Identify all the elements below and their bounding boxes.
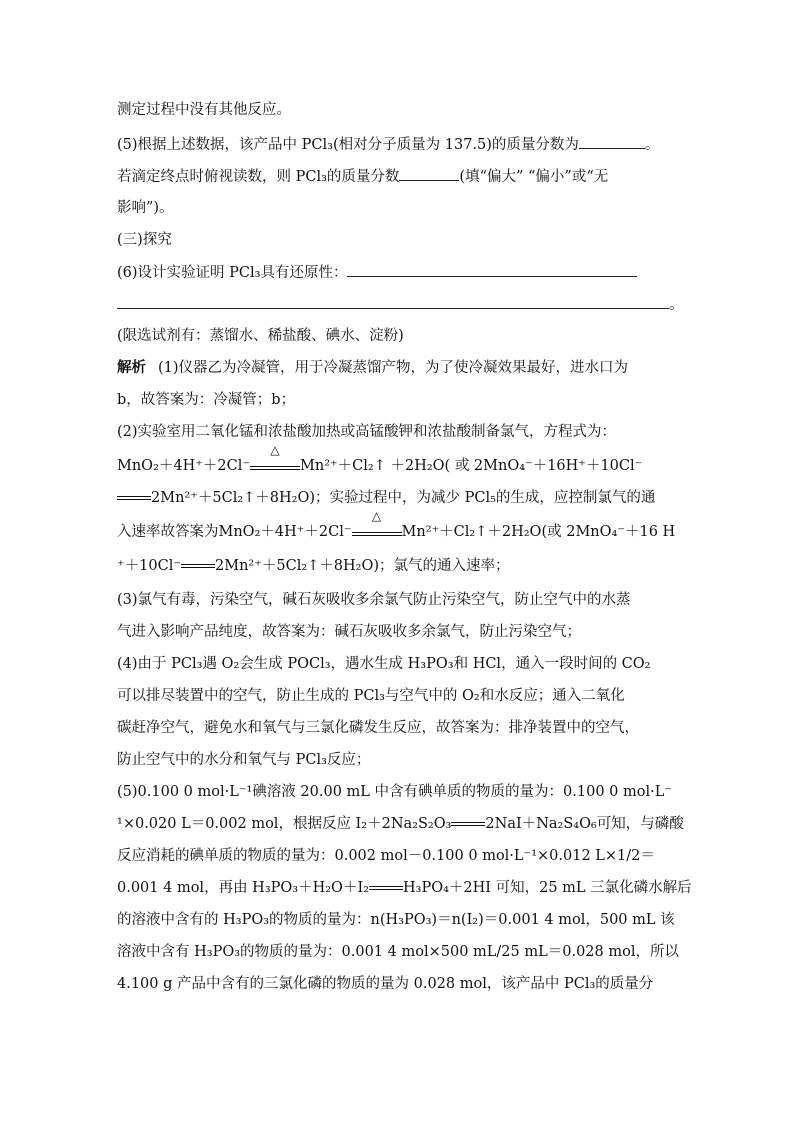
analysis-start: 解析 (1)仪器乙为冷凝管，用于冷凝蒸馏产物，为了使冷凝效果最好，进水口为 <box>117 359 629 376</box>
text-line: (5)0.100 0 mol·L⁻¹碘溶液 20.00 mL 中含有碘单质的物质的量为：0.100 0 mol·L⁻ <box>117 784 672 800</box>
text-line: 防止空气中的水分和氧气与 PCl₃反应； <box>117 752 371 768</box>
text-line: (4)由于 PCl₃遇 O₂会生成 POCl₃，遇水生成 H₃PO₃和 HCl，通入一段时间的 CO₂ <box>117 656 651 672</box>
heat-arrow <box>352 509 402 536</box>
answer-blank-experiment-cont[interactable] <box>117 294 669 309</box>
question-6: (6)设计实验证明 PCl₃具有还原性： <box>117 262 637 283</box>
text-line: 碳赶净空气，避免水和氧气与三氯化磷发生反应，故答案为：排净装置中的空气， <box>117 720 639 736</box>
heat-arrow <box>250 443 300 470</box>
heat-symbol: △ <box>371 509 382 523</box>
reagent-note: (限选试剂有：蒸馏水、稀盐酸、碘水、淀粉) <box>117 328 404 344</box>
equals-sign <box>451 822 485 826</box>
section-heading: (三)探究 <box>117 232 172 248</box>
text-line: 。 <box>117 294 684 315</box>
text-line: 反应消耗的碘单质的物质的量为：0.002 mol－0.100 0 mol·L⁻¹×0.012 L×1/2＝ <box>117 848 655 864</box>
equals-sign <box>117 496 151 500</box>
text-line: (2)实验室用二氧化锰和浓盐酸加热或高锰酸钾和浓盐酸制备氯气，方程式为： <box>117 424 617 440</box>
equation-line: ⁺＋10Cl⁻ 2Mn²⁺＋5Cl₂↑＋8H₂O)；氯气的通入速率； <box>117 558 510 574</box>
heat-symbol: △ <box>270 443 280 457</box>
equation-line: 0.001 4 mol，再由 H₃PO₃＋H₂O＋I₂ H₃PO₄＋2HI 可知，25 mL 三氯化磷水解后 <box>117 880 692 896</box>
text-line: (3)氯气有毒，污染空气，碱石灰吸收多余氯气防止污染空气，防止空气中的水蒸 <box>117 592 631 608</box>
analysis-label: 解析 <box>117 359 146 376</box>
equation-line: 入速率故答案为MnO₂＋4H⁺＋2Cl⁻ △ Mn²⁺＋Cl₂↑＋2H₂O(或 2MnO₄⁻＋16 H <box>117 509 676 540</box>
text-line: 影响”)。 <box>117 200 174 216</box>
text-line: 可以排尽装置中的空气，防止生成的 PCl₃与空气中的 O₂和水反应；通入二氧化 <box>117 688 625 704</box>
text-line: 溶液中含有 H₃PO₃的物质的量为：0.001 4 mol×500 mL/25 mL＝0.028 mol，所以 <box>117 944 679 960</box>
answer-blank-experiment[interactable] <box>347 262 637 277</box>
equals-sign <box>369 886 403 890</box>
equation-line: 2Mn²⁺＋5Cl₂↑＋8H₂O)；实验过程中，为减少 PCl₅的生成，应控制氯气的通 <box>117 488 655 508</box>
answer-blank-mass-fraction[interactable] <box>579 134 645 149</box>
text-line: b，故答案为：冷凝管；b； <box>117 392 296 408</box>
text-line: 若滴定终点时俯视读数，则 PCl₃的质量分数 (填“偏大” “偏小”或“无 <box>117 166 608 187</box>
answer-blank-error-effect[interactable] <box>399 166 459 181</box>
text-line: 4.100 g 产品中含有的三氯化磷的物质的量为 0.028 mol，该产品中 PCl₃的质量分 <box>117 976 654 992</box>
text-line: 气进入影响产品纯度，故答案为：碱石灰吸收多余氯气，防止污染空气； <box>117 624 581 640</box>
text-line: 测定过程中没有其他反应。 <box>117 102 291 118</box>
equation-line: MnO₂＋4H⁺＋2Cl⁻ △ Mn²⁺＋Cl₂↑ ＋2H₂O( 或 2MnO₄⁻＋16H⁺＋10Cl⁻ <box>117 443 643 474</box>
question-5: (5)根据上述数据，该产品中 PCl₃(相对分子质量为 137.5)的质量分数为 。 <box>117 134 659 155</box>
equals-sign <box>181 564 215 568</box>
equation-line: ¹×0.020 L＝0.002 mol，根据反应 I₂＋2Na₂S₂O₃ 2NaI＋Na₂S₄O₆可知，与磷酸 <box>117 816 684 832</box>
text-line: 的溶液中含有的 H₃PO₃的物质的量为：n(H₃PO₃)＝n(I₂)＝0.001 4 mol，500 mL 该 <box>117 912 675 928</box>
